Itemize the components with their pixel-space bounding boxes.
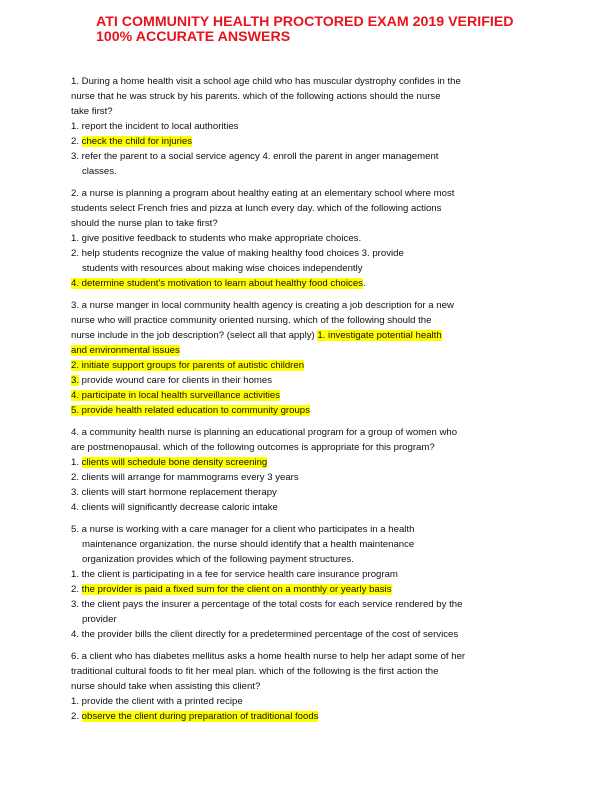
highlighted-answer: 1. investigate potential health (317, 330, 442, 341)
answer-option-continued: students with resources about making wise choices independently (82, 263, 363, 274)
option-number: 2. (71, 136, 82, 147)
highlighted-answer: observe the client during preparation of traditional foods (81, 711, 319, 722)
answer-option-correct (71, 358, 501, 373)
question-line: students select French fries and pizza at lunch every day. which of the following actions (71, 203, 442, 214)
answer-option-correct (71, 403, 501, 418)
highlighted-answer: check the child for injuries (81, 136, 193, 147)
answer-option-correct (71, 709, 501, 724)
title-line-2: 100% ACCURATE ANSWERS (96, 29, 291, 45)
answer-option: 4. clients will significantly decrease caloric intake (71, 502, 278, 513)
question-line: organization provides which of the following payment structures. (82, 554, 354, 565)
highlighted-answer: 4. participate in local health surveillance activities (71, 390, 281, 401)
question-line: nurse should take when assisting this client? (71, 681, 261, 692)
answer-option: 1. give positive feedback to students who make appropriate choices. (71, 233, 362, 244)
answer-option-correct (71, 343, 501, 358)
answer-option-correct (71, 388, 501, 403)
question-line: 3. a nurse manger in local community health agency is creating a job description for a new (71, 300, 454, 311)
answer-option: 1. report the incident to local authorities (71, 121, 239, 132)
question-line: nurse that he was struck by his parents. which of the following actions should the nurse (71, 91, 441, 102)
question-text: nurse include in the job description? (select all that apply) (71, 330, 318, 341)
question-line: traditional cultural foods to fit her meal plan. which of the following is the first action the (71, 666, 439, 677)
highlighted-answer: and environmental issues (71, 345, 180, 356)
answer-option: 3. clients will start hormone replacement therapy (71, 487, 277, 498)
option-number: 1. (71, 457, 82, 468)
highlighted-answer: the provider is paid a fixed sum for the client on a monthly or yearly basis (81, 584, 392, 595)
question-line: maintenance organization. the nurse should identify that a health maintenance (82, 539, 415, 550)
answer-option: 2. clients will arrange for mammograms every 3 years (71, 472, 299, 483)
document-body (71, 74, 501, 724)
answer-option-correct (71, 276, 501, 291)
highlighted-answer: 4. determine student's motivation to learn about healthy food choices (71, 278, 363, 289)
answer-option-correct (71, 134, 501, 149)
answer-option (71, 373, 501, 388)
question-5 (71, 522, 501, 642)
highlighted-answer: 2. initiate support groups for parents of autistic children (71, 360, 305, 371)
question-line: nurse who will practice community oriented nursing. which of the following should the (71, 315, 432, 326)
question-4 (71, 425, 501, 515)
question-2 (71, 186, 501, 291)
question-line: should the nurse plan to take first? (71, 218, 218, 229)
answer-punctuation: . (362, 278, 366, 289)
question-3 (71, 298, 501, 418)
answer-option-continued: provider (82, 614, 117, 625)
question-line: 5. a nurse is working with a care manager for a client who participates in a health (71, 524, 415, 535)
answer-option: 2. help students recognize the value of making healthy food choices 3. provide (71, 248, 404, 259)
title-line-1: ATI COMMUNITY HEALTH PROCTORED EXAM 2019 VERIFIED (96, 14, 514, 30)
document-title (96, 15, 526, 45)
answer-option: 3. the client pays the insurer a percentage of the total costs for each service rendered by the (71, 599, 463, 610)
highlighted-answer: 5. provide health related education to community groups (71, 405, 310, 416)
question-1 (71, 74, 501, 179)
question-6 (71, 649, 501, 724)
answer-option-correct (71, 582, 501, 597)
answer-option: 1. the client is participating in a fee for service health care insurance program (71, 569, 398, 580)
question-line: are postmenopausal. which of the following outcomes is appropriate for this program? (71, 442, 435, 453)
answer-option-continued: classes. (82, 166, 117, 177)
question-line: 6. a client who has diabetes mellitus asks a home health nurse to help her adapt some of her (71, 651, 466, 662)
answer-option-correct (71, 455, 501, 470)
question-line (71, 328, 501, 343)
question-line: 2. a nurse is planning a program about healthy eating at an elementary school where most (71, 188, 455, 199)
option-number: 2. (71, 584, 82, 595)
answer-option: 3. refer the parent to a social service agency 4. enroll the parent in anger management (71, 151, 439, 162)
question-line: 4. a community health nurse is planning an educational program for a group of women who (71, 427, 458, 438)
option-number: 2. (71, 711, 82, 722)
highlighted-option-number: 3. (71, 375, 80, 386)
highlighted-answer: clients will schedule bone density screening (81, 457, 268, 468)
option-text: provide wound care for clients in their homes (79, 375, 273, 386)
question-line: 1. During a home health visit a school age child who has muscular dystrophy confides in the (71, 76, 461, 87)
answer-option: 1. provide the client with a printed recipe (71, 696, 243, 707)
answer-option: 4. the provider bills the client directly for a predetermined percentage of the cost of services (71, 629, 459, 640)
question-line: take first? (71, 106, 113, 117)
